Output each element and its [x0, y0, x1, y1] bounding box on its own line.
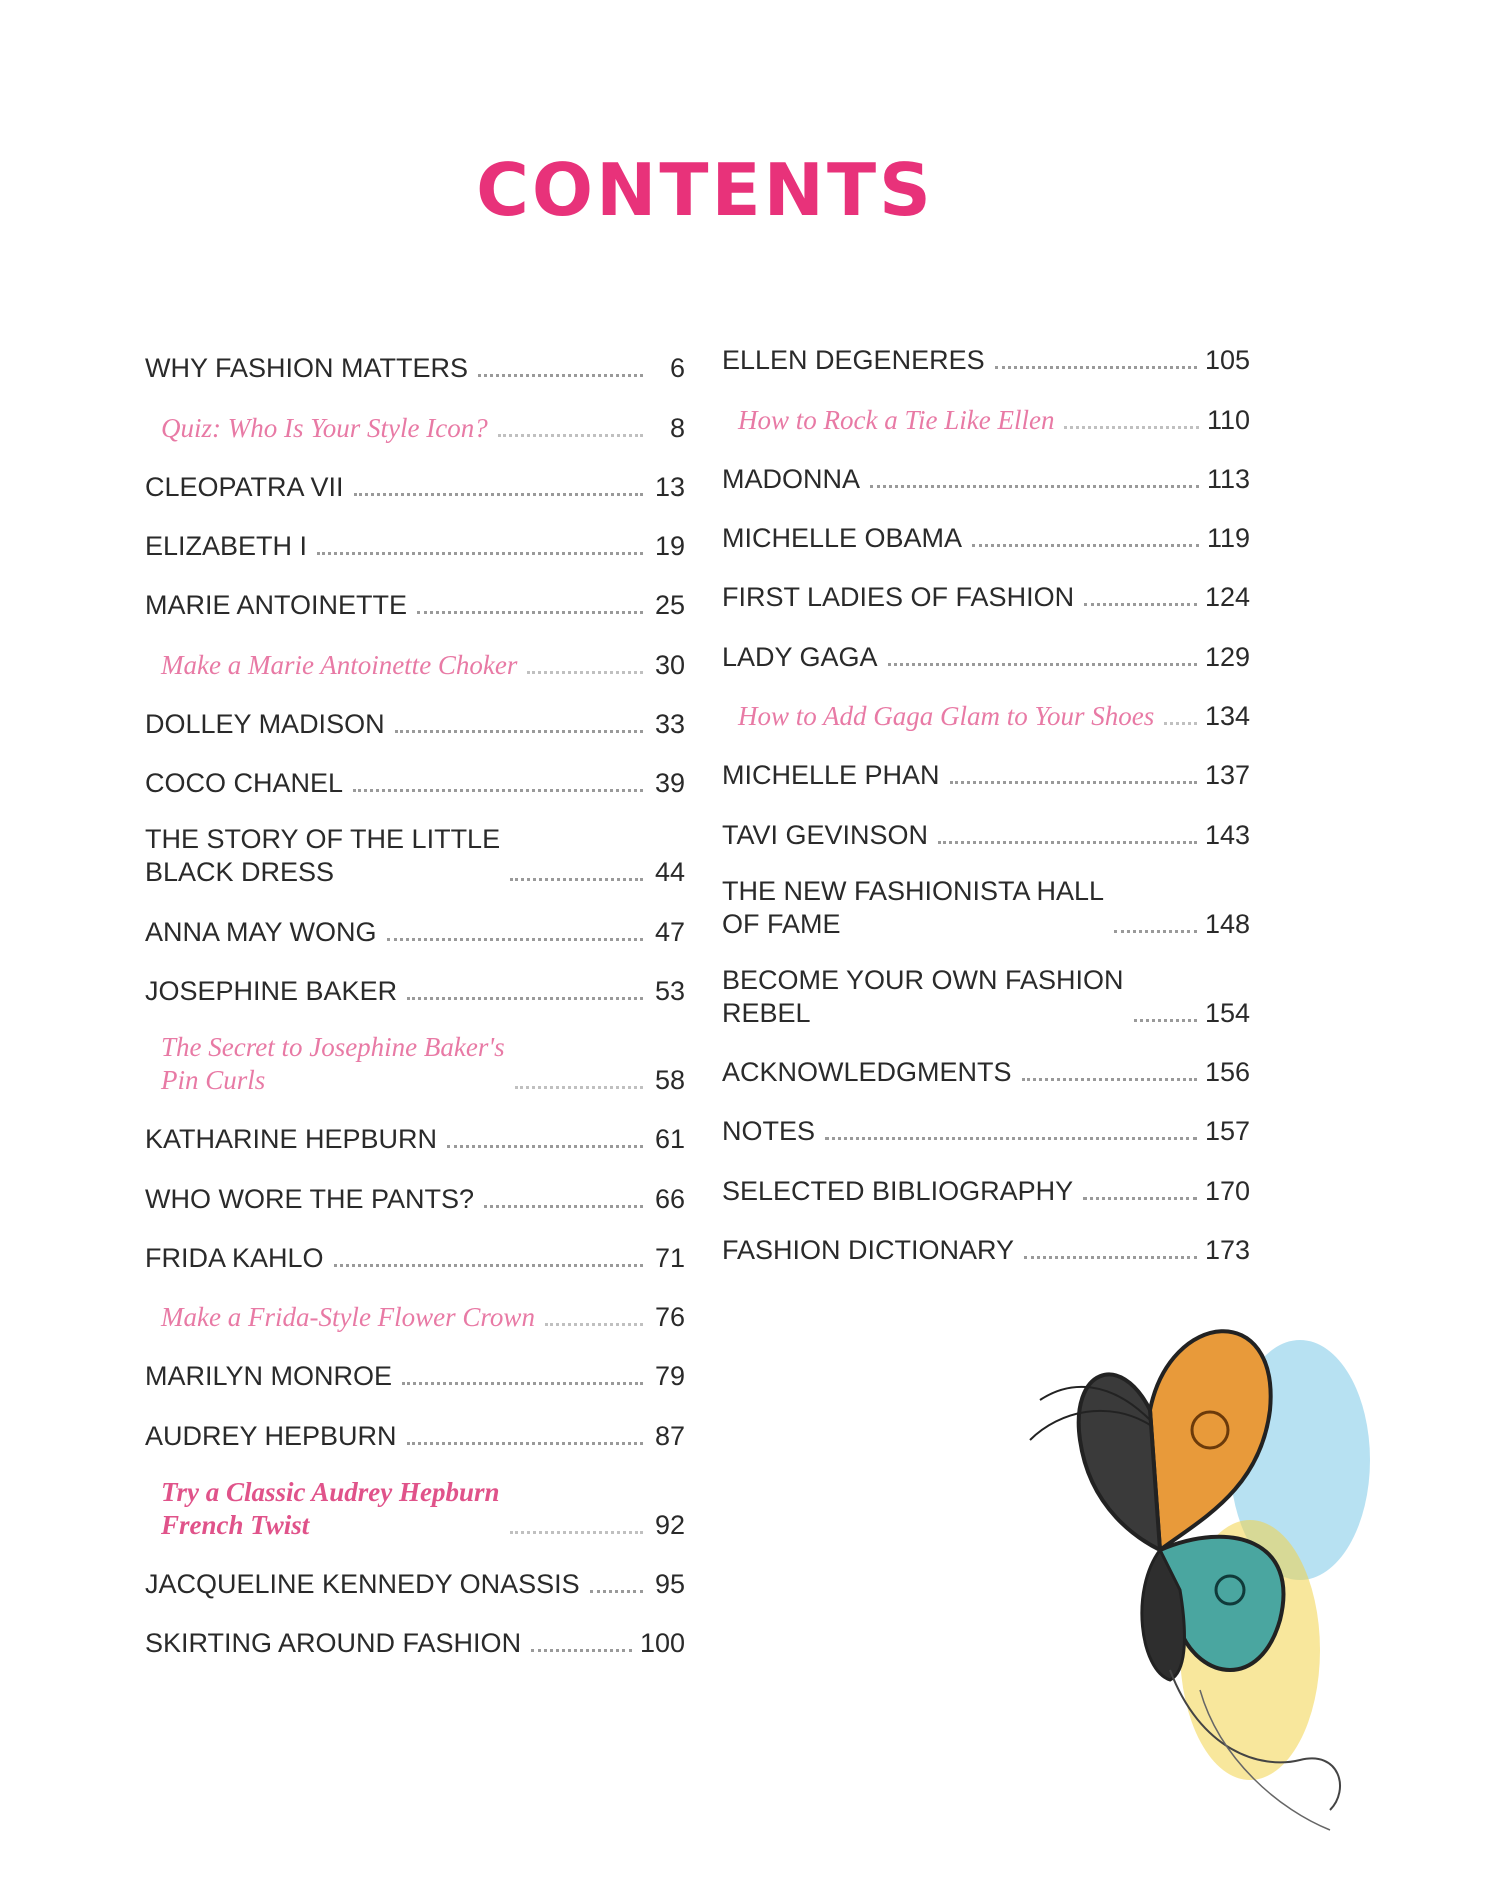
toc-entry-title: COCO CHANEL: [145, 768, 344, 799]
toc-entry: [722, 737, 1250, 796]
dot-leader: [1114, 929, 1197, 933]
toc-entry: [145, 449, 685, 508]
toc-page-number: 95: [654, 1569, 685, 1600]
toc-page-number: 110: [1206, 404, 1250, 435]
toc-page-number: 79: [654, 1361, 685, 1392]
dot-leader: [995, 365, 1197, 369]
toc-entry-title: How to Rock a Tie Like Ellen: [738, 404, 1055, 435]
toc-entry-title: AUDREY HEPBURN: [145, 1420, 397, 1451]
toc-page-number: 173: [1204, 1234, 1250, 1265]
toc-entry: [722, 1093, 1250, 1152]
toc-entry: [722, 1152, 1250, 1211]
toc-entry: [145, 330, 685, 389]
toc-page-number: 58: [654, 1064, 685, 1095]
toc-entry: [145, 1546, 685, 1605]
toc-entry: [145, 953, 685, 1012]
toc-subentry: [145, 626, 685, 685]
dot-leader: [888, 662, 1197, 666]
dot-leader: [395, 729, 643, 733]
toc-subentry: [145, 1457, 685, 1546]
toc-entry: [145, 1160, 685, 1219]
toc-entry-title: MARIE ANTOINETTE: [145, 590, 408, 621]
dot-leader: [317, 551, 643, 555]
toc-entry-title-line1: Try a Classic Audrey Hepburn: [161, 1476, 500, 1507]
toc-entry-title: FIRST LADIES OF FASHION: [722, 582, 1075, 613]
toc-entry: [145, 686, 685, 745]
toc-page-number: 8: [669, 412, 685, 443]
toc-entry: [722, 441, 1250, 500]
toc-entry-title: JOSEPHINE BAKER: [145, 975, 398, 1006]
toc-entry-title: ANNA MAY WONG: [145, 916, 377, 947]
toc-entry-title: ACKNOWLEDGMENTS: [722, 1056, 1012, 1087]
toc-page-number: 156: [1204, 1056, 1250, 1087]
dot-leader: [938, 840, 1197, 844]
toc-entry-title: SELECTED BIBLIOGRAPHY: [722, 1175, 1074, 1206]
toc-page-number: 44: [654, 857, 685, 888]
dot-leader: [545, 1322, 643, 1326]
dot-leader: [1134, 1018, 1197, 1022]
toc-page-number: 6: [669, 353, 685, 384]
toc-entry: [722, 559, 1250, 618]
dot-leader: [950, 780, 1197, 784]
dot-leader: [1083, 1196, 1197, 1200]
toc-page-number: 53: [654, 975, 685, 1006]
toc-page-number: 71: [654, 1242, 685, 1273]
toc-entry-title: [722, 964, 1124, 1034]
toc-entry-title: Make a Frida-Style Flower Crown: [161, 1302, 535, 1333]
toc-subentry: [145, 389, 685, 448]
dot-leader: [407, 1441, 643, 1445]
toc-page-number: 25: [654, 590, 685, 621]
dot-leader: [1084, 602, 1197, 606]
toc-page-number: 157: [1204, 1116, 1250, 1147]
dot-leader: [407, 996, 643, 1000]
dot-leader: [417, 610, 643, 614]
dot-leader: [1022, 1077, 1197, 1081]
dot-leader: [510, 877, 643, 881]
dot-leader: [353, 788, 643, 792]
toc-subentry: [722, 678, 1250, 737]
toc-entry-title-line2: OF FAME: [722, 908, 841, 939]
toc-entry-title-line2: BLACK DRESS: [145, 857, 335, 888]
dot-leader: [387, 937, 643, 941]
toc-page-number: 13: [654, 471, 685, 502]
dot-leader: [334, 1263, 643, 1267]
toc-page-number: 129: [1204, 641, 1250, 672]
toc-entry: [145, 1338, 685, 1397]
toc-entry-title: [145, 823, 500, 893]
toc-entry-title: Quiz: Who Is Your Style Icon?: [161, 412, 488, 443]
toc-page-number: 92: [654, 1509, 685, 1540]
dot-leader: [484, 1204, 643, 1208]
toc-page-number: 61: [654, 1124, 685, 1155]
toc-entry-title: MICHELLE PHAN: [722, 760, 940, 791]
toc-entry: [145, 508, 685, 567]
toc-entry-title: [145, 1476, 500, 1546]
toc-page-number: 148: [1204, 908, 1250, 939]
toc-entry-title: TAVI GEVINSON: [722, 819, 929, 850]
toc-entry-title: CLEOPATRA VII: [145, 471, 344, 502]
dot-leader: [478, 373, 643, 377]
toc-entry-title-line1: THE STORY OF THE LITTLE: [145, 824, 501, 855]
dot-leader: [825, 1136, 1197, 1140]
toc-entry: [145, 804, 685, 893]
toc-entry: [722, 322, 1250, 381]
toc-left-column: [145, 330, 685, 1664]
toc-page-number: 33: [654, 709, 685, 740]
toc-subentry: [145, 1279, 685, 1338]
toc-entry-title: WHO WORE THE PANTS?: [145, 1183, 475, 1214]
toc-entry-title: FRIDA KAHLO: [145, 1242, 324, 1273]
toc-entry-title: LADY GAGA: [722, 641, 878, 672]
toc-entry: [145, 893, 685, 952]
toc-page-number: 134: [1204, 701, 1250, 732]
toc-page-number: 119: [1206, 523, 1250, 554]
toc-page-number: 113: [1206, 463, 1250, 494]
toc-entry-title: Make a Marie Antoinette Choker: [161, 649, 518, 680]
toc-right-column: [722, 322, 1250, 1271]
toc-page-number: 105: [1204, 345, 1250, 376]
page-title: CONTENTS: [476, 148, 934, 232]
toc-entry: [722, 856, 1250, 945]
toc-page-number: 143: [1204, 819, 1250, 850]
dot-leader: [1164, 721, 1197, 725]
dot-leader: [498, 433, 643, 437]
toc-entry-title-line2: French Twist: [161, 1509, 310, 1540]
toc-entry-title: WHY FASHION MATTERS: [145, 353, 469, 384]
toc-entry-title-line1: The Secret to Josephine Baker's: [161, 1031, 505, 1062]
toc-entry-title: ELIZABETH I: [145, 531, 308, 562]
dot-leader: [870, 484, 1199, 488]
toc-entry: [722, 945, 1250, 1034]
dot-leader: [402, 1381, 643, 1385]
toc-entry-title: JACQUELINE KENNEDY ONASSIS: [145, 1569, 580, 1600]
dot-leader: [510, 1530, 643, 1534]
butterfly-illustration: [1000, 1290, 1400, 1850]
toc-page-number: 39: [654, 768, 685, 799]
dot-leader: [354, 492, 643, 496]
toc-page-number: 87: [654, 1420, 685, 1451]
dot-leader: [531, 1648, 632, 1652]
toc-entry-title: KATHARINE HEPBURN: [145, 1124, 438, 1155]
toc-entry: [722, 500, 1250, 559]
toc-page-number: 124: [1204, 582, 1250, 613]
toc-page-number: 30: [654, 649, 685, 680]
toc-entry-title: ELLEN DEGENERES: [722, 345, 985, 376]
toc-entry-title: MICHELLE OBAMA: [722, 523, 963, 554]
toc-entry-title: DOLLEY MADISON: [145, 709, 385, 740]
toc-page-number: 154: [1204, 997, 1250, 1028]
toc-entry-title: [145, 1031, 505, 1101]
toc-entry-title: MADONNA: [722, 463, 861, 494]
toc-subentry: [145, 1012, 685, 1101]
toc-page-number: 100: [639, 1628, 685, 1659]
toc-entry: [145, 1605, 685, 1664]
toc-entry-title-line1: THE NEW FASHIONISTA HALL: [722, 875, 1105, 906]
toc-entry-title: How to Add Gaga Glam to Your Shoes: [738, 701, 1155, 732]
toc-page-number: 137: [1204, 760, 1250, 791]
toc-entry: [145, 1101, 685, 1160]
toc-entry-title: [722, 875, 1104, 945]
toc-entry: [145, 567, 685, 626]
toc-page-number: 76: [654, 1302, 685, 1333]
dot-leader: [972, 543, 1199, 547]
toc-entry: [722, 618, 1250, 677]
toc-entry-title-line2: REBEL: [722, 997, 811, 1028]
toc-entry-title-line1: BECOME YOUR OWN FASHION: [722, 964, 1124, 995]
dot-leader: [590, 1589, 643, 1593]
toc-entry-title: NOTES: [722, 1116, 816, 1147]
toc-entry-title: SKIRTING AROUND FASHION: [145, 1628, 522, 1659]
toc-page-number: 47: [654, 916, 685, 947]
dot-leader: [447, 1144, 643, 1148]
toc-entry: [722, 1212, 1250, 1271]
toc-entry: [722, 1034, 1250, 1093]
toc-entry-title-line2: Pin Curls: [161, 1064, 266, 1095]
toc-page-number: 19: [654, 531, 685, 562]
toc-entry-title: FASHION DICTIONARY: [722, 1234, 1015, 1265]
dot-leader: [527, 670, 643, 674]
toc-page-number: 66: [654, 1183, 685, 1214]
toc-entry: [145, 1397, 685, 1456]
toc-entry-title: MARILYN MONROE: [145, 1361, 393, 1392]
toc-entry: [145, 745, 685, 804]
toc-page-number: 170: [1204, 1175, 1250, 1206]
toc-entry: [145, 1220, 685, 1279]
toc-subentry: [722, 381, 1250, 440]
dot-leader: [515, 1085, 643, 1089]
dot-leader: [1064, 425, 1199, 429]
toc-entry: [722, 796, 1250, 855]
dot-leader: [1024, 1255, 1197, 1259]
